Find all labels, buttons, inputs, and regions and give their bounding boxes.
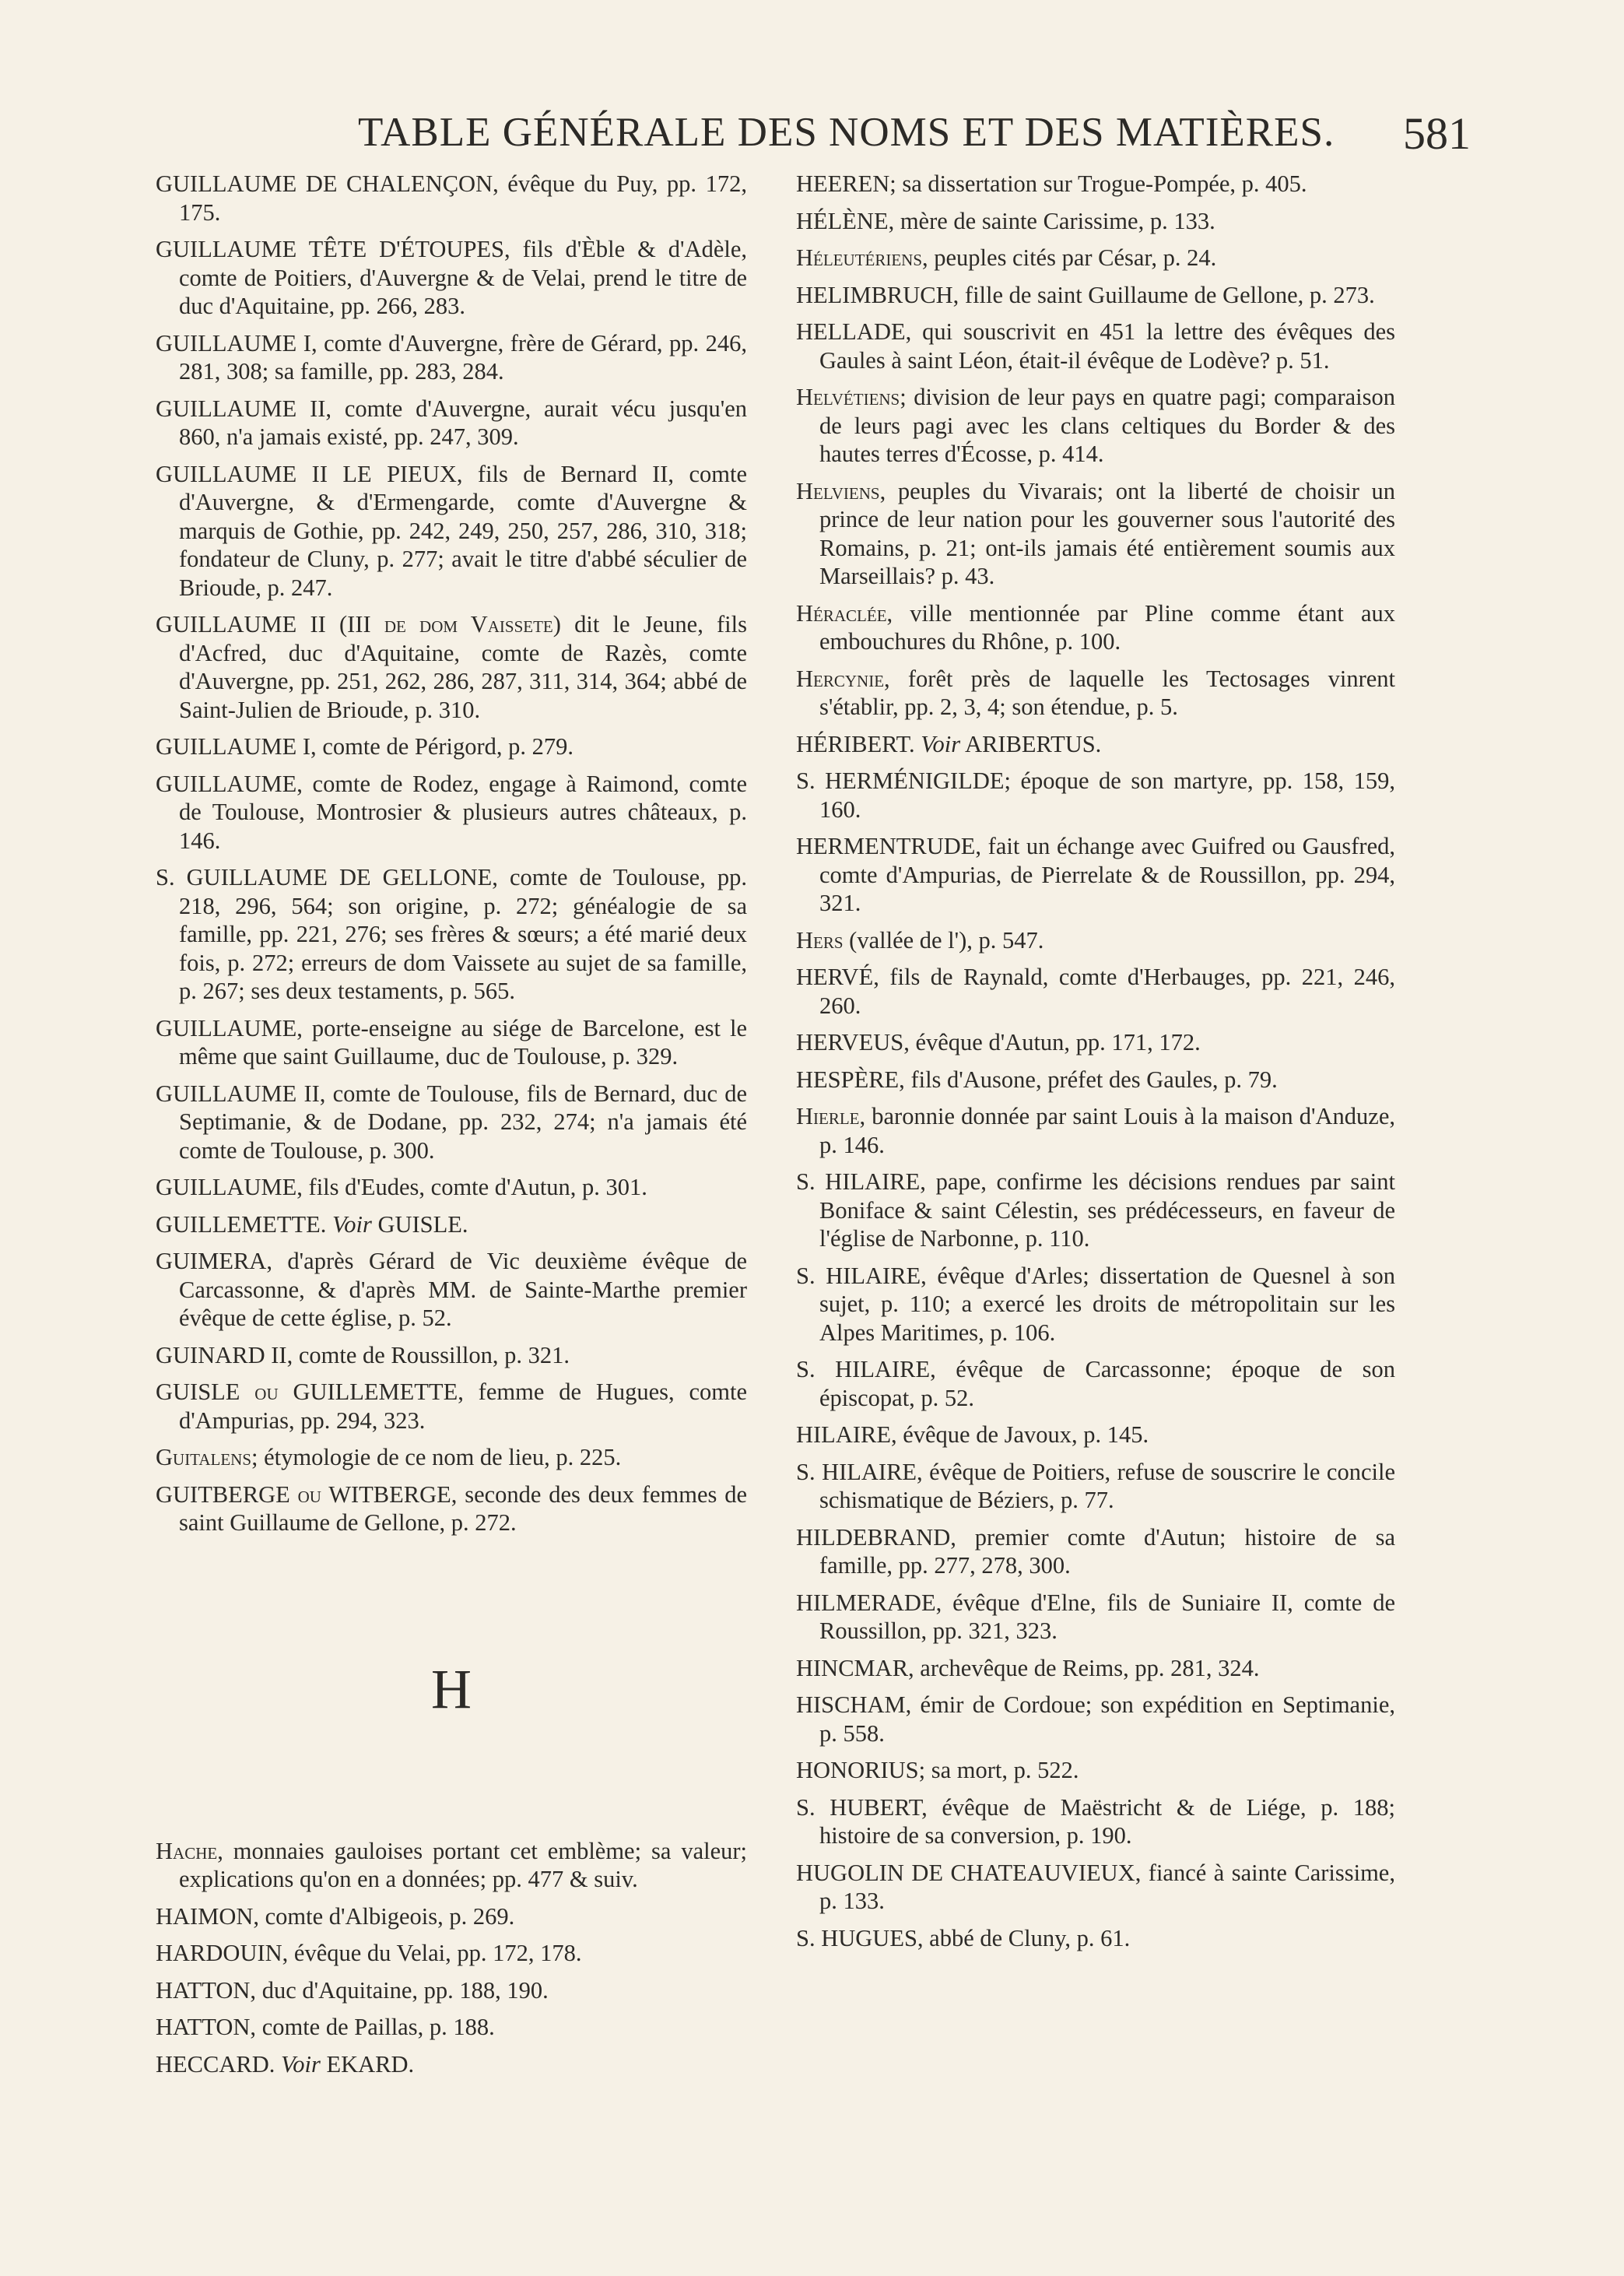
entry-headword: HELLADE,: [796, 318, 912, 345]
index-entry: [796, 926, 1395, 955]
entry-headword: GUILLAUME II,: [156, 1080, 326, 1107]
entry-text: (vallée de l'), p. 547.: [843, 926, 1044, 954]
entry-headword: GUILLAUME,: [156, 770, 303, 797]
entry-headword: HISCHAM,: [796, 1691, 912, 1718]
index-entry: [796, 1028, 1395, 1057]
voir-reference: Voir: [275, 2050, 321, 2078]
index-entry: [156, 1939, 747, 1968]
index-entry: [156, 863, 747, 1006]
entry-text: fille de saint Guillaume de Gellone, p. 273.: [959, 281, 1375, 308]
index-entry: [796, 599, 1395, 656]
entry-headword: HELIMBRUCH,: [796, 281, 959, 308]
entry-headword: HATTON,: [156, 2014, 257, 2040]
entry-headword: GUILLEMETTE.: [156, 1210, 327, 1238]
index-entry: [156, 1080, 747, 1165]
index-entry: [156, 1480, 747, 1537]
entry-text: duc d'Aquitaine, pp. 188, 190.: [256, 1976, 549, 2004]
entry-headword: Hierle,: [796, 1103, 866, 1129]
entry-headword: GUILLAUME,: [156, 1174, 303, 1200]
entry-headword: GUILLAUME II (III de dom Vaissete): [156, 611, 561, 637]
entry-text: comte d'Auvergne, aurait vécu jusqu'en 860, n'a jamais existé, pp. 247, 309.: [179, 395, 747, 450]
index-entry: [796, 963, 1395, 1020]
entry-headword: GUIMERA,: [156, 1248, 272, 1274]
entry-text: comte de Rodez, engage à Raimond, comte de Toulouse, Montrosier & plusieurs autres châteaux, p. 146.: [179, 770, 747, 854]
entry-headword: GUILLAUME I,: [156, 329, 317, 357]
index-entry: [156, 610, 747, 724]
entry-text: évêque de Javoux, p. 145.: [896, 1421, 1149, 1448]
entry-text: fils d'Èble & d'Adèle, comte de Poitiers, d'Auvergne & de Velai, prend le titre de duc d'Aquitaine, pp. 266, 283.: [179, 236, 748, 319]
entry-headword: HESPÈRE,: [796, 1066, 905, 1093]
entry-text: qui souscrivit en 451 la lettre des évêques des Gaules à saint Léon, était-il évêque de Lodève? p. 51.: [819, 318, 1395, 374]
entry-headword: S. HILAIRE,: [796, 1168, 926, 1195]
entry-headword: Hers: [796, 926, 844, 954]
entry-headword: Helvétiens;: [796, 384, 907, 410]
index-entry: [796, 665, 1395, 722]
entry-headword: S. HILAIRE,: [796, 1262, 927, 1289]
entry-text: comte de Toulouse, pp. 218, 296, 564; son origine, p. 272; généalogie de sa famille, pp. 221, 276; ses frères & sœurs; a été marié deux fois, p. 272; erreurs de dom Vaissete au sujet de sa famille, p. 267; ses deux testaments, p. 565.: [179, 864, 748, 1004]
index-entry: [796, 1262, 1395, 1347]
entry-headword: Guitalens;: [156, 1444, 258, 1470]
right-column: [796, 170, 1395, 1961]
entry-headword: GUILLAUME I,: [156, 733, 317, 760]
entry-text: mère de sainte Carissime, p. 133.: [894, 207, 1215, 234]
section-letter-h: H: [431, 1657, 472, 1720]
entry-text: évêque d'Autun, pp. 171, 172.: [909, 1029, 1201, 1055]
index-entry: [156, 170, 747, 227]
entry-headword: S. HILAIRE,: [796, 1458, 923, 1485]
index-entry: [156, 460, 747, 602]
entry-text: premier comte d'Autun; histoire de sa famille, pp. 277, 278, 300.: [819, 1523, 1395, 1579]
index-entry: [796, 1421, 1395, 1449]
index-entry: [796, 1589, 1395, 1646]
entry-text: évêque de Carcassonne; époque de son épiscopat, p. 52.: [819, 1356, 1395, 1411]
entry-text: porte-enseigne au siége de Barcelone, est le même que saint Guillaume, duc de Toulouse, p. 329.: [179, 1014, 747, 1070]
entry-text: division de leur pays en quatre pagi; comparaison de leurs pagi avec les clans celtiques du Border & des hautes terres d'Écosse, p. 414.: [819, 384, 1395, 467]
entries-right: [796, 170, 1395, 1952]
entry-headword: HÉRIBERT.: [796, 730, 915, 757]
entry-text: émir de Cordoue; son expédition en Septimanie, p. 558.: [819, 1691, 1395, 1747]
entry-text: fait un échange avec Guifred ou Gausfred, comte d'Ampurias, de Pierrelate & de Roussillon, pp. 294, 321.: [819, 833, 1395, 916]
index-entry: [796, 1691, 1395, 1747]
entry-headword: HILAIRE,: [796, 1421, 897, 1448]
entry-headword: HECCARD.: [156, 2050, 275, 2078]
index-entry: [156, 1378, 747, 1435]
entry-headword: HAIMON,: [156, 1902, 260, 1930]
index-entry: [796, 244, 1395, 272]
index-entry: [796, 281, 1395, 310]
index-entry: [796, 1756, 1395, 1785]
entry-text: seconde des deux femmes de saint Guillaume de Gellone, p. 272.: [179, 1480, 747, 1536]
entry-text: sa dissertation sur Trogue-Pompée, p. 405.: [896, 170, 1307, 197]
index-entry: [156, 1443, 747, 1472]
entry-text: abbé de Cluny, p. 61.: [923, 1924, 1131, 1951]
entry-headword: HONORIUS;: [796, 1757, 926, 1783]
entry-text: peuples du Vivarais; ont la liberté de choisir un prince de leur nation pour les gouverner sous l'autorité des Romains, p. 21; ont-ils jamais été entièrement soumis aux Marseillais? p. 43.: [819, 477, 1395, 589]
entry-headword: GUILLAUME DE CHALENÇON,: [156, 170, 499, 197]
running-title: TABLE GÉNÉRALE DES NOMS ET DES MATIÈRES.: [358, 110, 1335, 155]
entry-headword: GUILLAUME TÊTE D'ÉTOUPES,: [156, 236, 510, 262]
entry-text: d'après Gérard de Vic deuxième évêque de Carcassonne, & d'après MM. de Sainte-Marthe premier évêque de cette église, p. 52.: [179, 1248, 747, 1331]
index-entry: [796, 730, 1395, 759]
entry-text: sa mort, p. 522.: [925, 1757, 1079, 1783]
index-entry: [796, 1458, 1395, 1515]
entry-text: EKARD.: [320, 2050, 415, 2078]
entry-text: évêque de Poitiers, refuse de souscrire le concile schismatique de Béziers, p. 77.: [819, 1458, 1395, 1513]
entry-text: comte de Périgord, p. 279.: [316, 733, 574, 760]
entry-text: comte de Paillas, p. 188.: [256, 2014, 495, 2040]
entry-text: évêque d'Arles; dissertation de Quesnel à son sujet, p. 110; a exercé les droits de métropolitain sur les Alpes Maritimes, p. 106.: [819, 1262, 1395, 1346]
entry-headword: GUISLE ou GUILLEMETTE,: [156, 1379, 464, 1405]
entry-text: fiancé à sainte Carissime, p. 133.: [819, 1859, 1395, 1914]
voir-reference: Voir: [914, 730, 961, 757]
index-entry: [796, 832, 1395, 918]
index-entry: [156, 1014, 747, 1071]
index-entry: [156, 1341, 747, 1370]
entry-headword: S. HERMÉNIGILDE;: [796, 767, 1011, 794]
entries-h: [156, 1837, 747, 2079]
entry-headword: GUITBERGE ou WITBERGE,: [156, 1480, 458, 1508]
entry-headword: Helviens,: [796, 477, 886, 504]
index-entry: [156, 1837, 747, 1894]
index-entry: [796, 170, 1395, 198]
entry-text: fils d'Eudes, comte d'Autun, p. 301.: [302, 1174, 647, 1200]
index-entry: [796, 767, 1395, 824]
index-entry: [156, 732, 747, 761]
entry-text: archevêque de Reims, pp. 281, 324.: [914, 1654, 1260, 1681]
entry-text: baronnie donnée par saint Louis à la maison d'Anduze, p. 146.: [819, 1103, 1395, 1158]
index-entry: [796, 1168, 1395, 1253]
entry-text: évêque d'Elne, fils de Suniaire II, comte de Roussillon, pp. 321, 323.: [819, 1589, 1395, 1644]
entry-text: monnaies gauloises portant cet emblème; sa valeur; explications qu'on en a données; pp. 477 & suiv.: [179, 1837, 747, 1892]
entry-text: évêque du Velai, pp. 172, 178.: [288, 1940, 582, 1966]
entry-text: ville mentionnée par Pline comme étant aux embouchures du Rhône, p. 100.: [819, 599, 1395, 655]
entry-headword: HATTON,: [156, 1976, 257, 2004]
entry-headword: Héleutériens,: [796, 244, 928, 271]
entry-headword: Héraclée,: [796, 599, 893, 627]
entry-text: femme de Hugues, comte d'Ampurias, pp. 294, 323.: [179, 1379, 747, 1434]
entry-headword: HILDEBRAND,: [796, 1523, 956, 1551]
index-entry: [796, 1793, 1395, 1850]
entry-headword: S. GUILLAUME DE GELLONE,: [156, 864, 498, 890]
entry-headword: HILMERADE,: [796, 1589, 942, 1616]
entry-headword: HUGOLIN DE CHATEAUVIEUX,: [796, 1859, 1142, 1886]
index-entry: [796, 1355, 1395, 1412]
index-entry: [156, 329, 747, 386]
entry-text: fils de Bernard II, comte d'Auvergne, & d'Ermengarde, comte d'Auvergne & marquis de Gothie, pp. 242, 249, 250, 257, 286, 310, 318; fondateur de Cluny, p. 277; avait le titre d'abbé séculier de Brioude, p. 247.: [179, 460, 747, 601]
index-entry: [796, 1924, 1395, 1953]
entry-text: comte d'Albigeois, p. 269.: [259, 1902, 515, 1930]
entry-text: GUISLE.: [371, 1210, 468, 1238]
entry-headword: HARDOUIN,: [156, 1940, 289, 1966]
index-entry: [796, 1859, 1395, 1916]
entry-headword: Hercynie,: [796, 665, 890, 692]
index-entry: [156, 235, 747, 321]
entry-text: évêque du Puy, pp. 172, 175.: [179, 170, 747, 226]
entry-text: fils d'Ausone, préfet des Gaules, p. 79.: [904, 1066, 1278, 1093]
index-entry: [156, 2050, 747, 2079]
entry-text: peuples cités par César, p. 24.: [928, 244, 1217, 271]
index-entry: [796, 477, 1395, 591]
entry-headword: HERVÉ,: [796, 964, 879, 990]
entry-headword: HERVEUS,: [796, 1029, 910, 1055]
entry-text: comte d'Auvergne, frère de Gérard, pp. 246, 281, 308; sa famille, pp. 283, 284.: [179, 329, 747, 385]
left-column: [156, 170, 747, 2087]
entry-text: étymologie de ce nom de lieu, p. 225.: [258, 1444, 622, 1470]
index-entry: [796, 1523, 1395, 1580]
entry-headword: GUINARD II,: [156, 1341, 293, 1368]
index-entry: [156, 395, 747, 451]
index-entry: [156, 770, 747, 855]
voir-reference: Voir: [326, 1210, 372, 1238]
entry-headword: GUILLAUME II,: [156, 395, 332, 422]
index-entry: [156, 1976, 747, 2005]
entries-g: [156, 170, 747, 1537]
entry-headword: HERMENTRUDE,: [796, 833, 982, 859]
entry-headword: GUILLAUME II LE PIEUX,: [156, 460, 463, 487]
index-entry: [796, 383, 1395, 469]
index-entry: [156, 1247, 747, 1333]
index-entry: [156, 1210, 747, 1239]
entry-headword: HEEREN;: [796, 170, 896, 197]
entry-text: forêt près de laquelle les Tectosages vinrent s'établir, pp. 2, 3, 4; son étendue, p. 5.: [819, 665, 1395, 720]
index-entry: [156, 2013, 747, 2042]
index-entry: [796, 1066, 1395, 1094]
entry-headword: S. HILAIRE,: [796, 1356, 936, 1382]
index-entry: [796, 1102, 1395, 1159]
entry-text: comte de Roussillon, p. 321.: [293, 1341, 570, 1368]
entry-headword: HINCMAR,: [796, 1654, 914, 1681]
index-entry: [796, 1654, 1395, 1683]
entry-text: comte de Toulouse, fils de Bernard, duc de Septimanie, & de Dodane, pp. 232, 274; n'a jamais été comte de Toulouse, p. 300.: [179, 1080, 747, 1164]
index-entry: [156, 1173, 747, 1202]
page-header: [156, 109, 1471, 171]
index-entry: [796, 318, 1395, 374]
entry-text: époque de son martyre, pp. 158, 159, 160.: [819, 767, 1395, 823]
entry-text: pape, confirme les décisions rendues par saint Boniface & saint Célestin, ses prédécesseurs, en faveur de l'église de Narbonne, p. 110.: [819, 1168, 1396, 1252]
index-entry: [796, 207, 1395, 236]
page-number: 581: [1403, 108, 1471, 159]
entry-headword: HÉLÈNE,: [796, 207, 895, 234]
entry-headword: S. HUBERT,: [796, 1793, 928, 1821]
entry-headword: S. HUGUES,: [796, 1924, 924, 1951]
entry-text: évêque de Maëstricht & de Liége, p. 188; histoire de sa conversion, p. 190.: [819, 1793, 1395, 1849]
entry-text: ARIBERTUS.: [960, 730, 1102, 757]
entry-text: dit le Jeune, fils d'Acfred, duc d'Aquitaine, comte de Razès, comte d'Auvergne, pp. 251, 262, 286, 287, 311, 314, 364; abbé de Saint-Julien de Brioude, p. 310.: [179, 611, 747, 723]
index-entry: [156, 1902, 747, 1931]
entry-headword: GUILLAUME,: [156, 1014, 303, 1041]
entry-headword: Hache,: [156, 1837, 223, 1864]
entry-text: fils de Raynald, comte d'Herbauges, pp. 221, 246, 260.: [819, 964, 1395, 1019]
